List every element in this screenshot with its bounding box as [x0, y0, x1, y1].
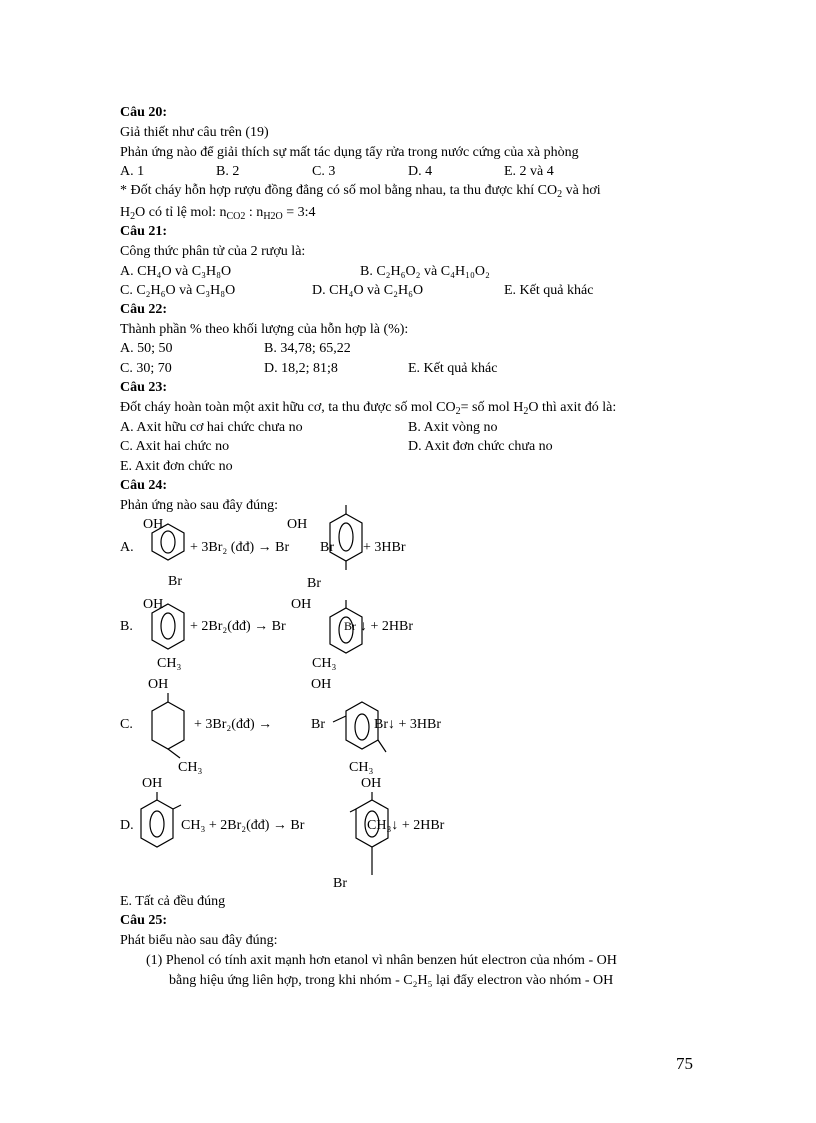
q20-opt-a: A. 1	[120, 164, 145, 179]
q20-note-h: H	[120, 205, 131, 220]
sub-2: 2	[557, 189, 563, 200]
q20-note-text: * Đốt cháy hỗn hợp rượu đồng đẳng có số mol bằng nhau, ta thu được khí CO	[120, 183, 558, 198]
q20-opt-c: C. 3	[312, 164, 336, 179]
reaction-d-br-low: Br	[333, 876, 347, 891]
reaction-d-product: CH₃↓ + 2HBr	[367, 818, 445, 833]
q22-opt-c: C. 30; 70	[120, 361, 172, 376]
aromatic-circle-a2	[339, 523, 353, 551]
question-22-title: Câu 22:	[120, 302, 168, 317]
q23-stem-b: = số mol H	[460, 400, 524, 415]
q22-opt-b: B. 34,78; 65,22	[264, 341, 351, 356]
page-number: 75	[676, 1054, 693, 1073]
q21-opt-c: C. C₂H₆O và C₃H₈O	[120, 283, 236, 298]
sub-2: 2	[455, 406, 461, 417]
reaction-a-oh1: OH	[143, 517, 164, 532]
reaction-d-oh1: OH	[142, 776, 163, 791]
reaction-b-label: B.	[120, 619, 133, 634]
reaction-c-oh2: OH	[311, 677, 332, 692]
q20-note-ratio-label: O có tỉ lệ mol: n	[135, 205, 227, 220]
benzene-ring-d1	[141, 800, 173, 847]
question-25-title: Câu 25:	[120, 913, 168, 928]
q23-opt-c: C. Axit hai chức no	[120, 439, 230, 454]
q22-opt-d: D. 18,2; 81;8	[264, 361, 338, 376]
q25-stem: Phát biểu nào sau đây đúng:	[120, 933, 278, 948]
q21-opt-d: D. CH₄O và C₂H₆O	[312, 283, 424, 298]
reaction-c-label: C.	[120, 717, 133, 732]
question-21-title: Câu 21:	[120, 224, 168, 239]
aromatic-circle-b1	[161, 613, 175, 639]
q21-opt-a: A. CH₄O và C₃H₈O	[120, 264, 232, 279]
bond-c-right	[378, 740, 386, 752]
q20-note-colon: : n	[245, 205, 264, 220]
q23-opt-a: A. Axit hữu cơ hai chức chưa no	[120, 420, 303, 435]
question-24-title: Câu 24:	[120, 478, 168, 493]
aromatic-circle-d1	[150, 811, 164, 837]
reaction-a-br-low1: Br	[168, 574, 182, 589]
q24-opt-e: E. Tất cả đều đúng	[120, 894, 226, 909]
q20-line2: Phản ứng nào để giải thích sự mất tác dụng tẩy rửa trong nước cứng của xà phòng	[120, 145, 579, 160]
q20-note-ratio: = 3:4	[282, 205, 316, 220]
q21-opt-e: E. Kết quả khác	[504, 283, 594, 298]
bond-c-ch3	[168, 749, 180, 758]
reaction-b-br-mid: Br	[344, 619, 356, 633]
question-23-title: Câu 23:	[120, 380, 168, 395]
reaction-b-ch3-1: CH₃	[157, 656, 182, 671]
bond-d2-left	[350, 809, 356, 812]
sub-2: 2	[130, 211, 136, 222]
q23-opt-d: D. Axit đơn chức chưa no	[408, 439, 553, 454]
reaction-c-ch3-1: CH₃	[178, 760, 203, 775]
q23-stem-a: Đốt cháy hoàn toàn một axit hữu cơ, ta thu được số mol CO	[120, 400, 456, 415]
aromatic-circle-c2	[355, 714, 369, 740]
reaction-c-ch3-2: CH₃	[349, 760, 374, 775]
q22-opt-a: A. 50; 50	[120, 341, 173, 356]
question-20-title: Câu 20:	[120, 105, 168, 120]
reaction-b-oh1: OH	[143, 597, 164, 612]
reaction-c-reagent: + 3Br₂(đđ) →	[194, 717, 273, 732]
q22-stem: Thành phần % theo khối lượng của hỗn hợp là (%):	[120, 322, 409, 337]
bond-d-ch3	[173, 805, 181, 809]
reaction-a-reagent: + 3Br₂ (đđ) → Br	[190, 540, 290, 555]
q25-item1-line2: bằng hiệu ứng liên hợp, trong khi nhóm - C₂H₅ lại đẩy electron vào nhóm - OH	[169, 973, 614, 988]
reaction-a-br-low2: Br	[307, 576, 321, 591]
reaction-d	[120, 776, 445, 891]
reaction-c-br-left: Br	[311, 717, 325, 732]
q20-opt-b: B. 2	[216, 164, 240, 179]
reaction-d-reagent: CH₃ + 2Br₂(đđ) → Br	[181, 818, 305, 833]
q20-line1: Giả thiết như câu trên (19)	[120, 125, 269, 140]
q21-opt-b: B. C₂H₆O₂ và C₄H₁₀O₂	[360, 264, 490, 279]
q23-opt-b: B. Axit vòng no	[408, 420, 498, 435]
reaction-a	[120, 505, 406, 591]
q20-opt-d: D. 4	[408, 164, 433, 179]
aromatic-circle-a1	[161, 531, 175, 553]
q21-stem: Công thức phân tử của 2 rượu là:	[120, 244, 306, 259]
bond-c-left	[333, 716, 346, 722]
sub-2: 2	[523, 406, 529, 417]
reaction-a-br-mid: Br	[320, 540, 334, 555]
q25-item1-line1: (1) Phenol có tính axit mạnh hơn etanol vì nhân benzen hút electron của nhóm - OH	[146, 953, 617, 968]
reaction-b-reagent: + 2Br₂(đđ) → Br	[190, 619, 286, 634]
benzene-ring-c1	[152, 702, 184, 749]
q22-opt-e: E. Kết quả khác	[408, 361, 498, 376]
reaction-c	[120, 677, 441, 775]
reaction-b-ch3-2: CH₃	[312, 656, 337, 671]
reaction-d-label: D.	[120, 818, 134, 833]
reaction-a-product: + 3HBr	[363, 540, 406, 555]
benzene-ring-b1	[152, 604, 184, 649]
benzene-ring-a2	[330, 514, 362, 561]
reaction-c-product: Br↓ + 3HBr	[374, 717, 442, 732]
reaction-a-oh2: OH	[287, 517, 308, 532]
q20-opt-e: E. 2 và 4	[504, 164, 554, 179]
q23-opt-e: E. Axit đơn chức no	[120, 459, 233, 474]
reaction-a-label: A.	[120, 540, 134, 555]
q24-stem: Phản ứng nào sau đây đúng:	[120, 498, 279, 513]
reaction-c-oh1: OH	[148, 677, 169, 692]
sub-h2o: H2O	[263, 211, 283, 222]
reaction-b	[120, 597, 413, 671]
reaction-b-oh2: OH	[291, 597, 312, 612]
reaction-b-product: ↓ + 2HBr	[360, 619, 414, 634]
q20-note-text2: và hơi	[562, 183, 601, 198]
sub-co2: CO2	[226, 211, 246, 222]
reaction-d-oh2: OH	[361, 776, 382, 791]
q23-stem-c: O thì axit đó là:	[528, 400, 617, 415]
